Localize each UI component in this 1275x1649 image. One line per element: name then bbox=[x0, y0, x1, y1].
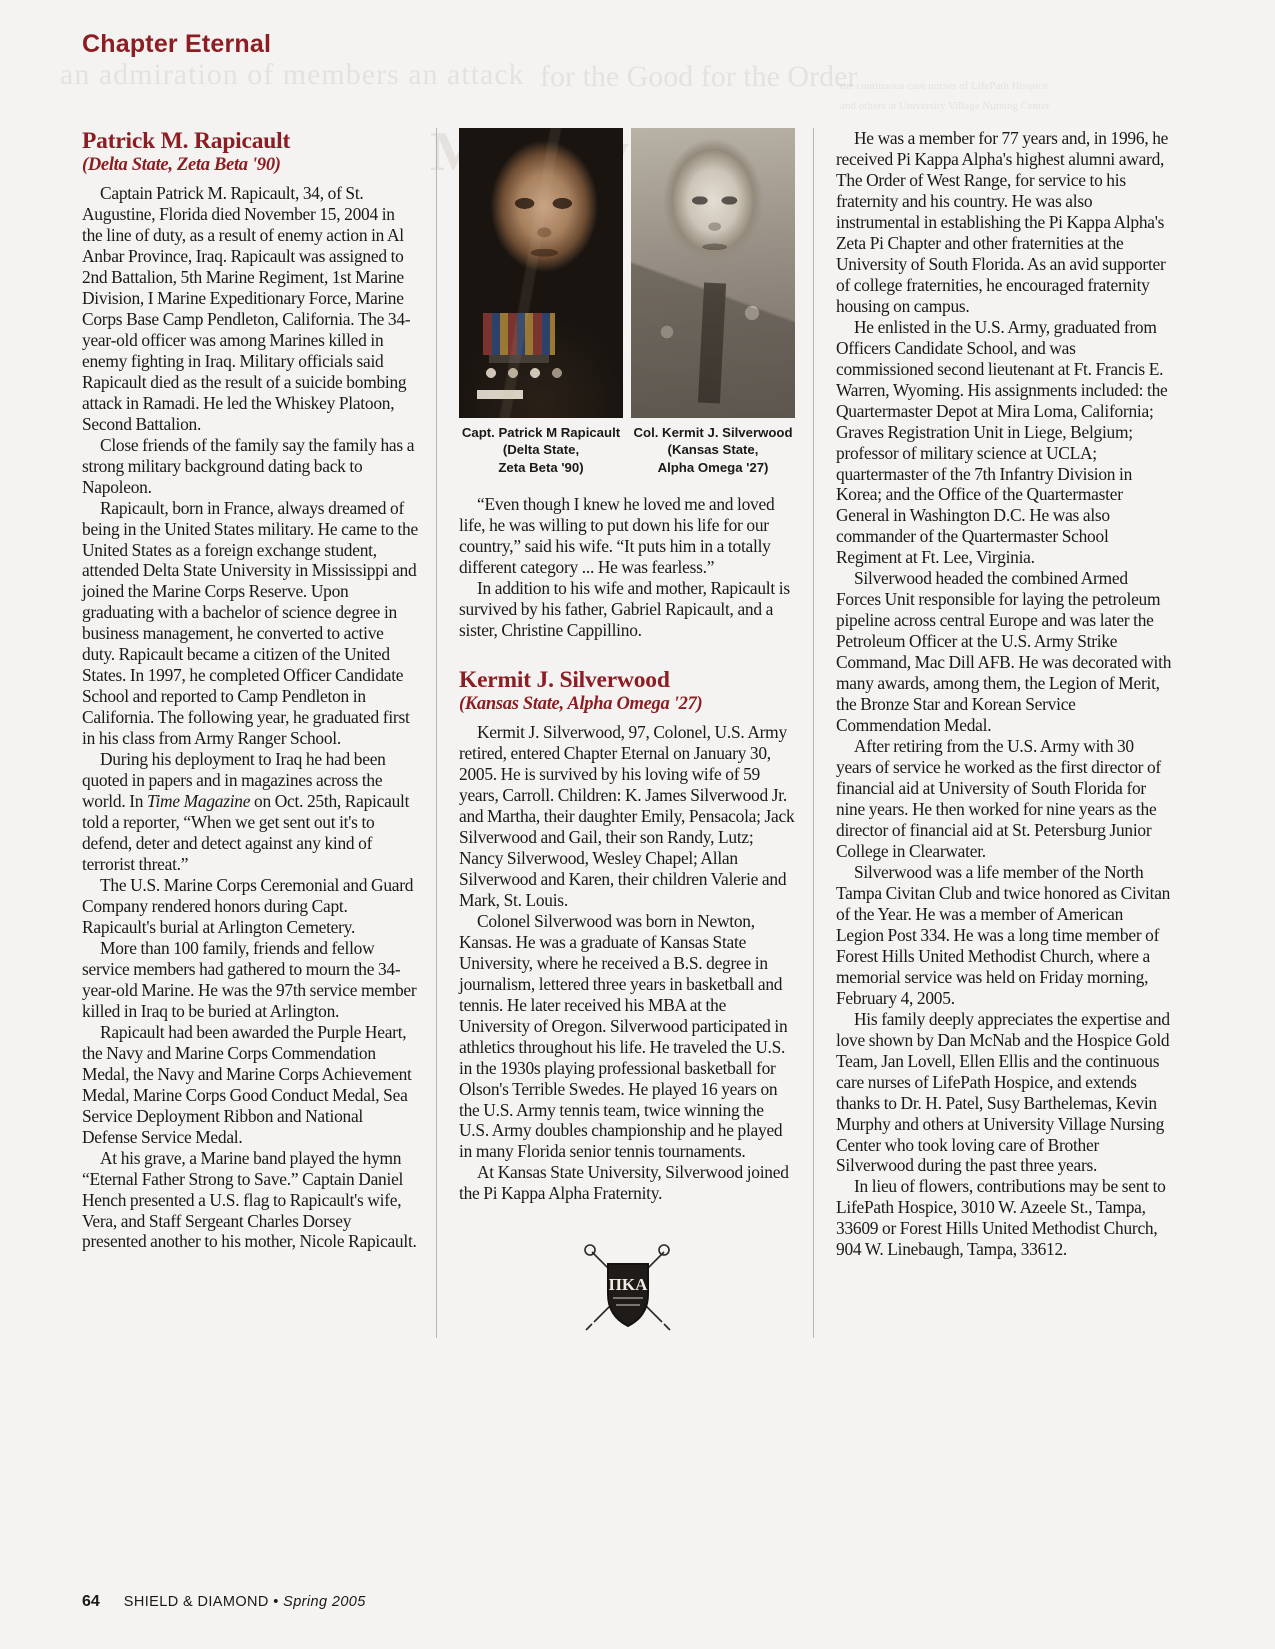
paragraph-survivors: In addition to his wife and mother, Rapicault is survived by his father, Gabriel Rapicault, and a sister, Christine Cappillino. bbox=[459, 578, 790, 641]
ghost-bleed-text-4: the continuous care nurses of LifePath Hospice bbox=[840, 80, 1048, 92]
paragraph-text-post: on Oct. 25th, Rapicault told a reporter, “When we get sent out it's to defend, deter and detect against any kind of terrorist threat.” bbox=[82, 791, 410, 875]
column-two bbox=[436, 128, 813, 1338]
paragraph: More than 100 family, friends and fellow service members had gathered to mourn the 34-year-old Marine. He was the 97th service member killed in Iraq to be buried at Arlington. bbox=[82, 937, 417, 1021]
paragraph: The U.S. Marine Corps Ceremonial and Guard Company rendered honors during Capt. Rapicault's burial at Arlington Cemetery. bbox=[82, 875, 414, 937]
paragraph: At his grave, a Marine band played the hymn “Eternal Father Strong to Save.” Captain Daniel Hench presented a U.S. flag to Rapicault's wife, Vera, and Staff Sergeant Charles Dorsey presented another to his mother, Nicole Rapicault. bbox=[82, 1147, 417, 1252]
page-footer bbox=[82, 1593, 366, 1611]
rank-insignia bbox=[477, 390, 523, 399]
publication-name: SHIELD & DIAMOND bbox=[123, 1594, 269, 1610]
caption-line: Col. Kermit J. Silverwood bbox=[633, 425, 793, 440]
caption-rapicault bbox=[459, 424, 623, 476]
photo-pair bbox=[459, 128, 796, 418]
paragraph: Silverwood headed the combined Armed Forces Unit responsible for laying the petroleum pipeline across central Europe and was later the Petroleum Officer at the U.S. Army Strike Command, Mac Dill AFB. He was decorated with many awards, among them, the Legion of Merit, the Bronze Star and Korean Service Commendation Medal. bbox=[836, 568, 1172, 736]
collar-insignia-right bbox=[743, 304, 761, 322]
shield-shape bbox=[608, 1264, 648, 1326]
badge-letters: ΠKA bbox=[608, 1275, 647, 1295]
page-number: 64 bbox=[82, 1593, 100, 1610]
ghost-bleed-text-1: an admiration of members an attack bbox=[60, 58, 525, 91]
column-three bbox=[813, 128, 1173, 1338]
caption-silverwood bbox=[631, 424, 795, 476]
paragraph: He enlisted in the U.S. Army, graduated from Officers Candidate School, and was commissioned second lieutenant at Ft. Francis E. Warren, Wyoming. His assignments included: the Quartermaster Depot at Mira Loma, California; Graves Registration Unit in Liege, Belgium; professor of military science at UCLA; quartermaster of the 7th Infantry Division in Korea; and the Office of the Quartermaster General in Washington D.C. He was also commander of the Quartermaster School Regiment at Ft. Lee, Virginia. bbox=[836, 316, 1168, 568]
paragraph: In lieu of flowers, contributions may be sent to LifePath Hospice, 3010 W. Azeele St., Tampa, 33609 or Forest Hills United Methodist Church, 904 W. Linebaugh, Tampa, 33612. bbox=[836, 1176, 1166, 1260]
magazine-title-italic: Time Magazine bbox=[147, 791, 251, 812]
caption-line: Zeta Beta '90) bbox=[498, 459, 584, 475]
paragraph: After retiring from the U.S. Army with 30 years of service he worked as the first director of financial aid at University of South Florida for nine years. He then worked for nine years as the director of financial aid at St. Petersburg Junior College in Clearwater. bbox=[836, 736, 1161, 861]
footer-publication-line bbox=[124, 1594, 366, 1610]
caption-line: (Kansas State, bbox=[667, 442, 759, 458]
pike-badge-logo bbox=[459, 1238, 796, 1338]
entry-affiliation-rapicault: (Delta State, Zeta Beta '90) bbox=[82, 155, 281, 176]
paragraph: Captain Patrick M. Rapicault, 34, of St. Augustine, Florida died November 15, 2004 in the line of duty, as a result of enemy action in Al Anbar Province, Iraq. Rapicault was assigned to 2nd Battalion, 5th Marine Regiment, 1st Marine Division, I Marine Expeditionary Force, Marine Corps Base Camp Pendleton, California. The 34-year-old officer was among Marines killed in enemy fighting in Iraq. Military officials said Rapicault died as the result of a suicide bombing attack in Ramadi. He led the Whiskey Platoon, Second Battalion. bbox=[82, 183, 411, 434]
fraternity-badge-icon bbox=[572, 1238, 684, 1338]
section-header: Chapter Eternal bbox=[82, 30, 272, 58]
entry-title-silverwood: Kermit J. Silverwood bbox=[459, 667, 670, 694]
entry-affiliation-silverwood: (Kansas State, Alpha Omega '27) bbox=[459, 694, 703, 715]
photo-rapicault bbox=[459, 128, 623, 418]
paragraph-wife-quote: “Even though I knew he loved me and loved life, he was willing to put down his life for our country,” said his wife. “It puts him in a totally different category ... He was fearless.” bbox=[459, 494, 775, 578]
paragraph-time-magazine bbox=[82, 749, 419, 875]
footer-separator: • bbox=[273, 1594, 279, 1610]
necktie-shape bbox=[698, 283, 726, 404]
paragraph: His family deeply appreciates the expertise and love shown by Dan McNab and the Hospice Gold Team, Jan Lovell, Ellen Ellis and the continuous care nurses of LifePath Hospice, and extends thanks to Dr. H. Patel, Susy Barthelemas, Kevin Murphy and others at University Village Nursing Center who took loving care of Brother Silverwood during the past three years. bbox=[836, 1008, 1170, 1176]
paragraph: Silverwood was a life member of the North Tampa Civitan Club and twice honored as Civitan of the Year. He was a member of American Legion Post 334. He was a long time member of Forest Hills United Methodist Church, where a memorial service was held on Friday morning, February 4, 2005. bbox=[836, 861, 1171, 1008]
paragraph: Colonel Silverwood was born in Newton, Kansas. He was a graduate of Kansas State University, where he received a B.S. degree in journalism, lettered three years in basketball and tennis. He later received his MBA at the University of Oregon. Silverwood participated in athletics throughout his life. He traveled the U.S. in the 1930s playing professional basketball for Olson's Terrible Swedes. He played 16 years on the U.S. Army tennis team, twice winning the U.S. Army doubles championship and he played in many Florida senior tennis tournaments. bbox=[459, 910, 788, 1162]
caption-line: (Delta State, bbox=[502, 442, 580, 458]
medal-ribbons bbox=[483, 313, 555, 355]
paragraph: At Kansas State University, Silverwood joined the Pi Kappa Alpha Fraternity. bbox=[459, 1162, 789, 1204]
paragraph: He was a member for 77 years and, in 1996, he received Pi Kappa Alpha's highest alumni award, The Order of West Range, for service to his fraternity and his country. He was also instrumental in establishing the Pi Kappa Alpha's Zeta Pi Chapter and other fraternities at the University of South Florida. As an avid supporter of college fraternities, he encouraged fraternity housing on campus. bbox=[836, 128, 1169, 316]
paragraph: Rapicault had been awarded the Purple Heart, the Navy and Marine Corps Commendation Medal, the Navy and Marine Corps Achievement Medal, Marine Corps Good Conduct Medal, Sea Service Deployment Ribbon and National Defense Service Medal. bbox=[82, 1021, 412, 1147]
photo-silverwood bbox=[631, 128, 795, 418]
paragraph: Close friends of the family say the family has a strong military background dating back to Napoleon. bbox=[82, 434, 415, 497]
ghost-bleed-text-2: for the Good for the Order bbox=[540, 60, 858, 93]
issue-date: Spring 2005 bbox=[283, 1594, 366, 1610]
paragraph: Kermit J. Silverwood, 97, Colonel, U.S. Army retired, entered Chapter Eternal on January 30, 2005. He is survived by his loving wife of 59 years, Carroll. Children: K. James Silverwood Jr. and Martha, their daughter Emily, Pensacola; Jack Silverwood and Gail, their son Randy, Lutz; Nancy Silverwood, Wesley Chapel; Allan Silverwood and Karen, their children Valerie and Mark, St. Louis. bbox=[459, 722, 795, 910]
paragraph: Rapicault, born in France, always dreamed of being in the United States military. He came to the United States as a foreign exchange student, attended Delta State University in Mississippi and joined the Marine Corps Reserve. Upon graduating with a bachelor of science degree in business management, he converted to active duty. Rapicault became a citizen of the United States. In 1997, he completed Officer Candidate School and reported to Camp Pendleton in California. The following year, he graduated first in his class from Army Ranger School. bbox=[82, 497, 418, 749]
ghost-bleed-text-5: and others at University Village Nursing Center bbox=[840, 100, 1050, 112]
medal-badges bbox=[481, 360, 567, 386]
column-one bbox=[82, 128, 436, 1338]
paragraph-text-pre: During his deployment to Iraq he had been quoted in papers and in magazines across the world. In bbox=[82, 749, 386, 812]
caption-line: Capt. Patrick M Rapicault bbox=[461, 425, 621, 440]
entry-title-rapicault: Patrick M. Rapicault bbox=[82, 128, 291, 154]
photo-captions bbox=[459, 424, 796, 476]
collar-insignia-left bbox=[659, 324, 675, 340]
caption-line: Alpha Omega '27) bbox=[657, 459, 769, 475]
article-columns bbox=[82, 128, 1188, 1338]
